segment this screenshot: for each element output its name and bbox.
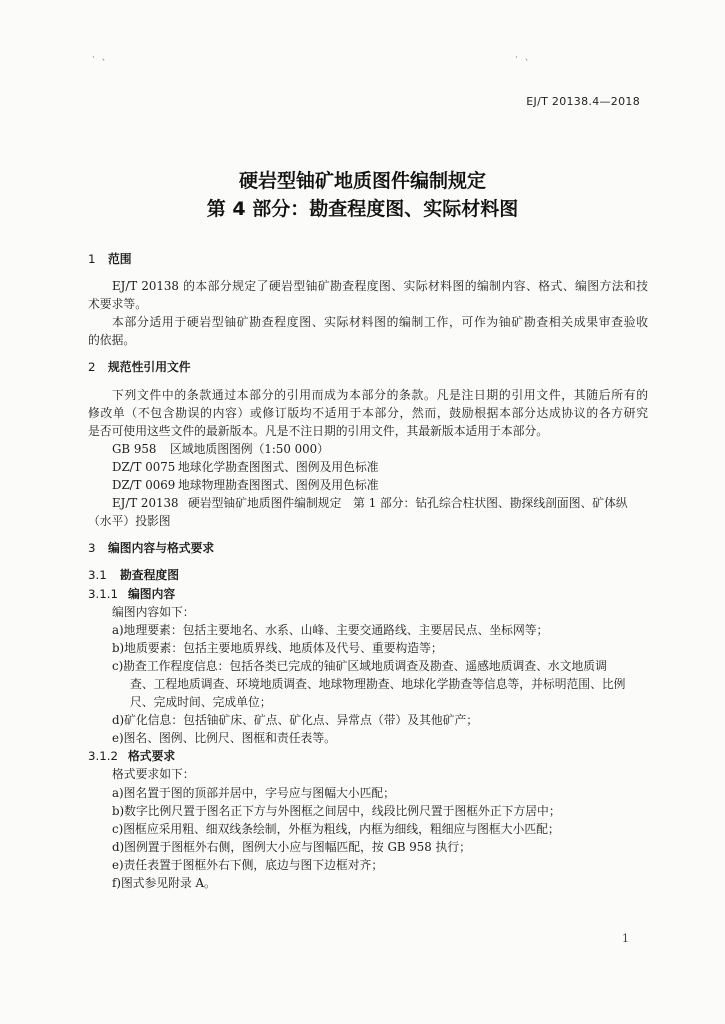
reference-item (88, 476, 648, 494)
list-item (88, 639, 648, 657)
list-text: 矿化信息：包括铀矿床、矿点、矿化点、异常点（带）及其他矿产； (124, 713, 479, 728)
list-item (88, 838, 648, 856)
section-title: 勘查程度图 (120, 568, 179, 583)
section-title: 格式要求 (128, 749, 176, 764)
list-text: 图框应采用粗、细双线条绘制，外框为粗线，内框为细线，粗细应与图框大小匹配； (123, 821, 560, 836)
list-text: 数字比例尺置于图名正下方与外图框之间居中，线段比例尺置于图框外正下方居中； (124, 803, 561, 818)
list-intro: 编图内容如下： (112, 604, 195, 619)
paragraph: 本部分适用于硬岩型铀矿勘查程度图、实际材料图的编制工作，可作为铀矿勘查相关成果审查验收 (112, 315, 648, 330)
section-number: 1 (88, 252, 96, 266)
reference-title: 地球物理勘查图图式、图例及用色标准 (178, 478, 379, 493)
section-number: 3.1.2 (88, 749, 119, 764)
list-marker: a) (112, 622, 124, 637)
reference-title: 地球化学勘查图图式、图例及用色标准 (178, 459, 379, 474)
reference-item (88, 458, 648, 476)
list-item (88, 856, 648, 874)
list-item (88, 874, 648, 892)
reference-item (88, 440, 648, 458)
scan-mark-right: · 、 (515, 53, 536, 63)
list-item-cont: 尺、完成时间、完成单位； (130, 695, 272, 710)
list-text: 勘查工作程度信息：包括各类已完成的铀矿区域地质调查及勘查、遥感地质调查、水文地质调 (123, 658, 607, 673)
list-text: 图式参见附录 A。 (120, 876, 216, 890)
list-marker: c) (112, 821, 124, 836)
list-marker: c) (112, 658, 124, 673)
section-3-1-heading (88, 566, 648, 584)
list-text: 图例置于图框外右侧，图例大小应与图幅匹配，按 GB 958 执行； (124, 839, 471, 854)
list-item (88, 657, 648, 675)
list-marker: d) (112, 713, 125, 728)
list-text: 图名、图例、比例尺、图框和责任表等。 (123, 731, 336, 746)
paragraph-cont: 术要求等。 (88, 297, 147, 312)
reference-code: EJ/T 20138 (112, 496, 179, 511)
section-title: 范围 (108, 252, 132, 266)
paragraph: 下列文件中的条款通过本部分的引用而成为本部分的条款。凡是注日期的引用文件，其随后所有的 (112, 387, 648, 402)
list-text: 地理要素：包括主要地名、水系、山峰、主要交通路线、主要居民点、坐标网等； (123, 622, 549, 637)
list-item (88, 621, 648, 639)
list-item-cont: 查、工程地质调查、环境地质调查、地球物理勘查、地球化学勘查等信息等，并标明范围、比例 (130, 676, 626, 691)
paragraph-cont: 的依据。 (88, 333, 136, 348)
paragraph-cont: 修改单（不包含勘误的内容）或修订版均不适用于本部分，然而，鼓励根据本部分达成协议的各方研究 (88, 405, 648, 420)
list-item (88, 711, 648, 729)
document-subtitle: 第 4 部分：勘查程度图、实际材料图 (206, 198, 519, 220)
reference-title: 硬岩型铀矿地质图件编制规定 第 1 部分：钻孔综合柱状图、勘探线剖面图、矿体纵 (188, 496, 628, 511)
section-title: 规范性引用文件 (108, 360, 191, 375)
list-marker: b) (112, 640, 125, 655)
section-number: 3 (88, 541, 96, 556)
reference-code: GB 958 (112, 441, 157, 456)
list-marker: d) (112, 839, 125, 854)
paragraph: EJ/T 20138 的本部分规定了硬岩型铀矿勘查程度图、实际材料图的编制内容、格式、编图方法和技 (112, 279, 648, 294)
list-marker: f) (112, 876, 121, 890)
document-body (88, 250, 648, 892)
list-item (88, 729, 648, 747)
list-intro: 格式要求如下： (112, 767, 195, 782)
section-number: 2 (88, 360, 96, 375)
section-3-1-1-heading (88, 585, 648, 603)
scan-mark-left: · 、 (92, 53, 113, 63)
list-marker: b) (112, 803, 125, 818)
page-number: 1 (622, 932, 629, 945)
list-marker: e) (112, 731, 124, 746)
list-text: 图名置于图的顶部并居中，字号应与图幅大小匹配； (123, 785, 395, 800)
section-2-heading (88, 358, 648, 376)
section-number: 3.1.1 (88, 586, 119, 601)
reference-code: DZ/T 0069 (112, 478, 176, 493)
list-marker: a) (112, 785, 124, 800)
section-1-heading (88, 250, 648, 268)
document-title: 硬岩型铀矿地质图件编制规定 (238, 170, 486, 192)
list-marker: e) (112, 857, 124, 872)
section-title: 编图内容 (128, 586, 176, 601)
paragraph-cont: 是否可使用这些文件的最新版本。凡是不注日期的引用文件，其最新版本适用于本部分。 (88, 423, 549, 438)
reference-code: DZ/T 0075 (112, 459, 176, 474)
list-text: 责任表置于图框外右下侧，底边与图下边框对齐； (123, 857, 384, 872)
list-item (88, 784, 648, 802)
list-item (88, 802, 648, 820)
section-title: 编图内容与格式要求 (108, 541, 215, 556)
standard-number: EJ/T 20138.4—2018 (526, 95, 640, 108)
section-number: 3.1 (88, 568, 107, 583)
list-text: 地质要素：包括主要地质界线、地质体及代号、重要构造等； (124, 640, 443, 655)
reference-item (88, 494, 648, 512)
section-3-heading (88, 539, 648, 557)
reference-title: 区域地质图图例（1:50 000） (170, 441, 329, 456)
section-3-1-2-heading (88, 747, 648, 765)
list-item (88, 820, 648, 838)
reference-item-cont: （水平）投影图 (88, 514, 171, 529)
